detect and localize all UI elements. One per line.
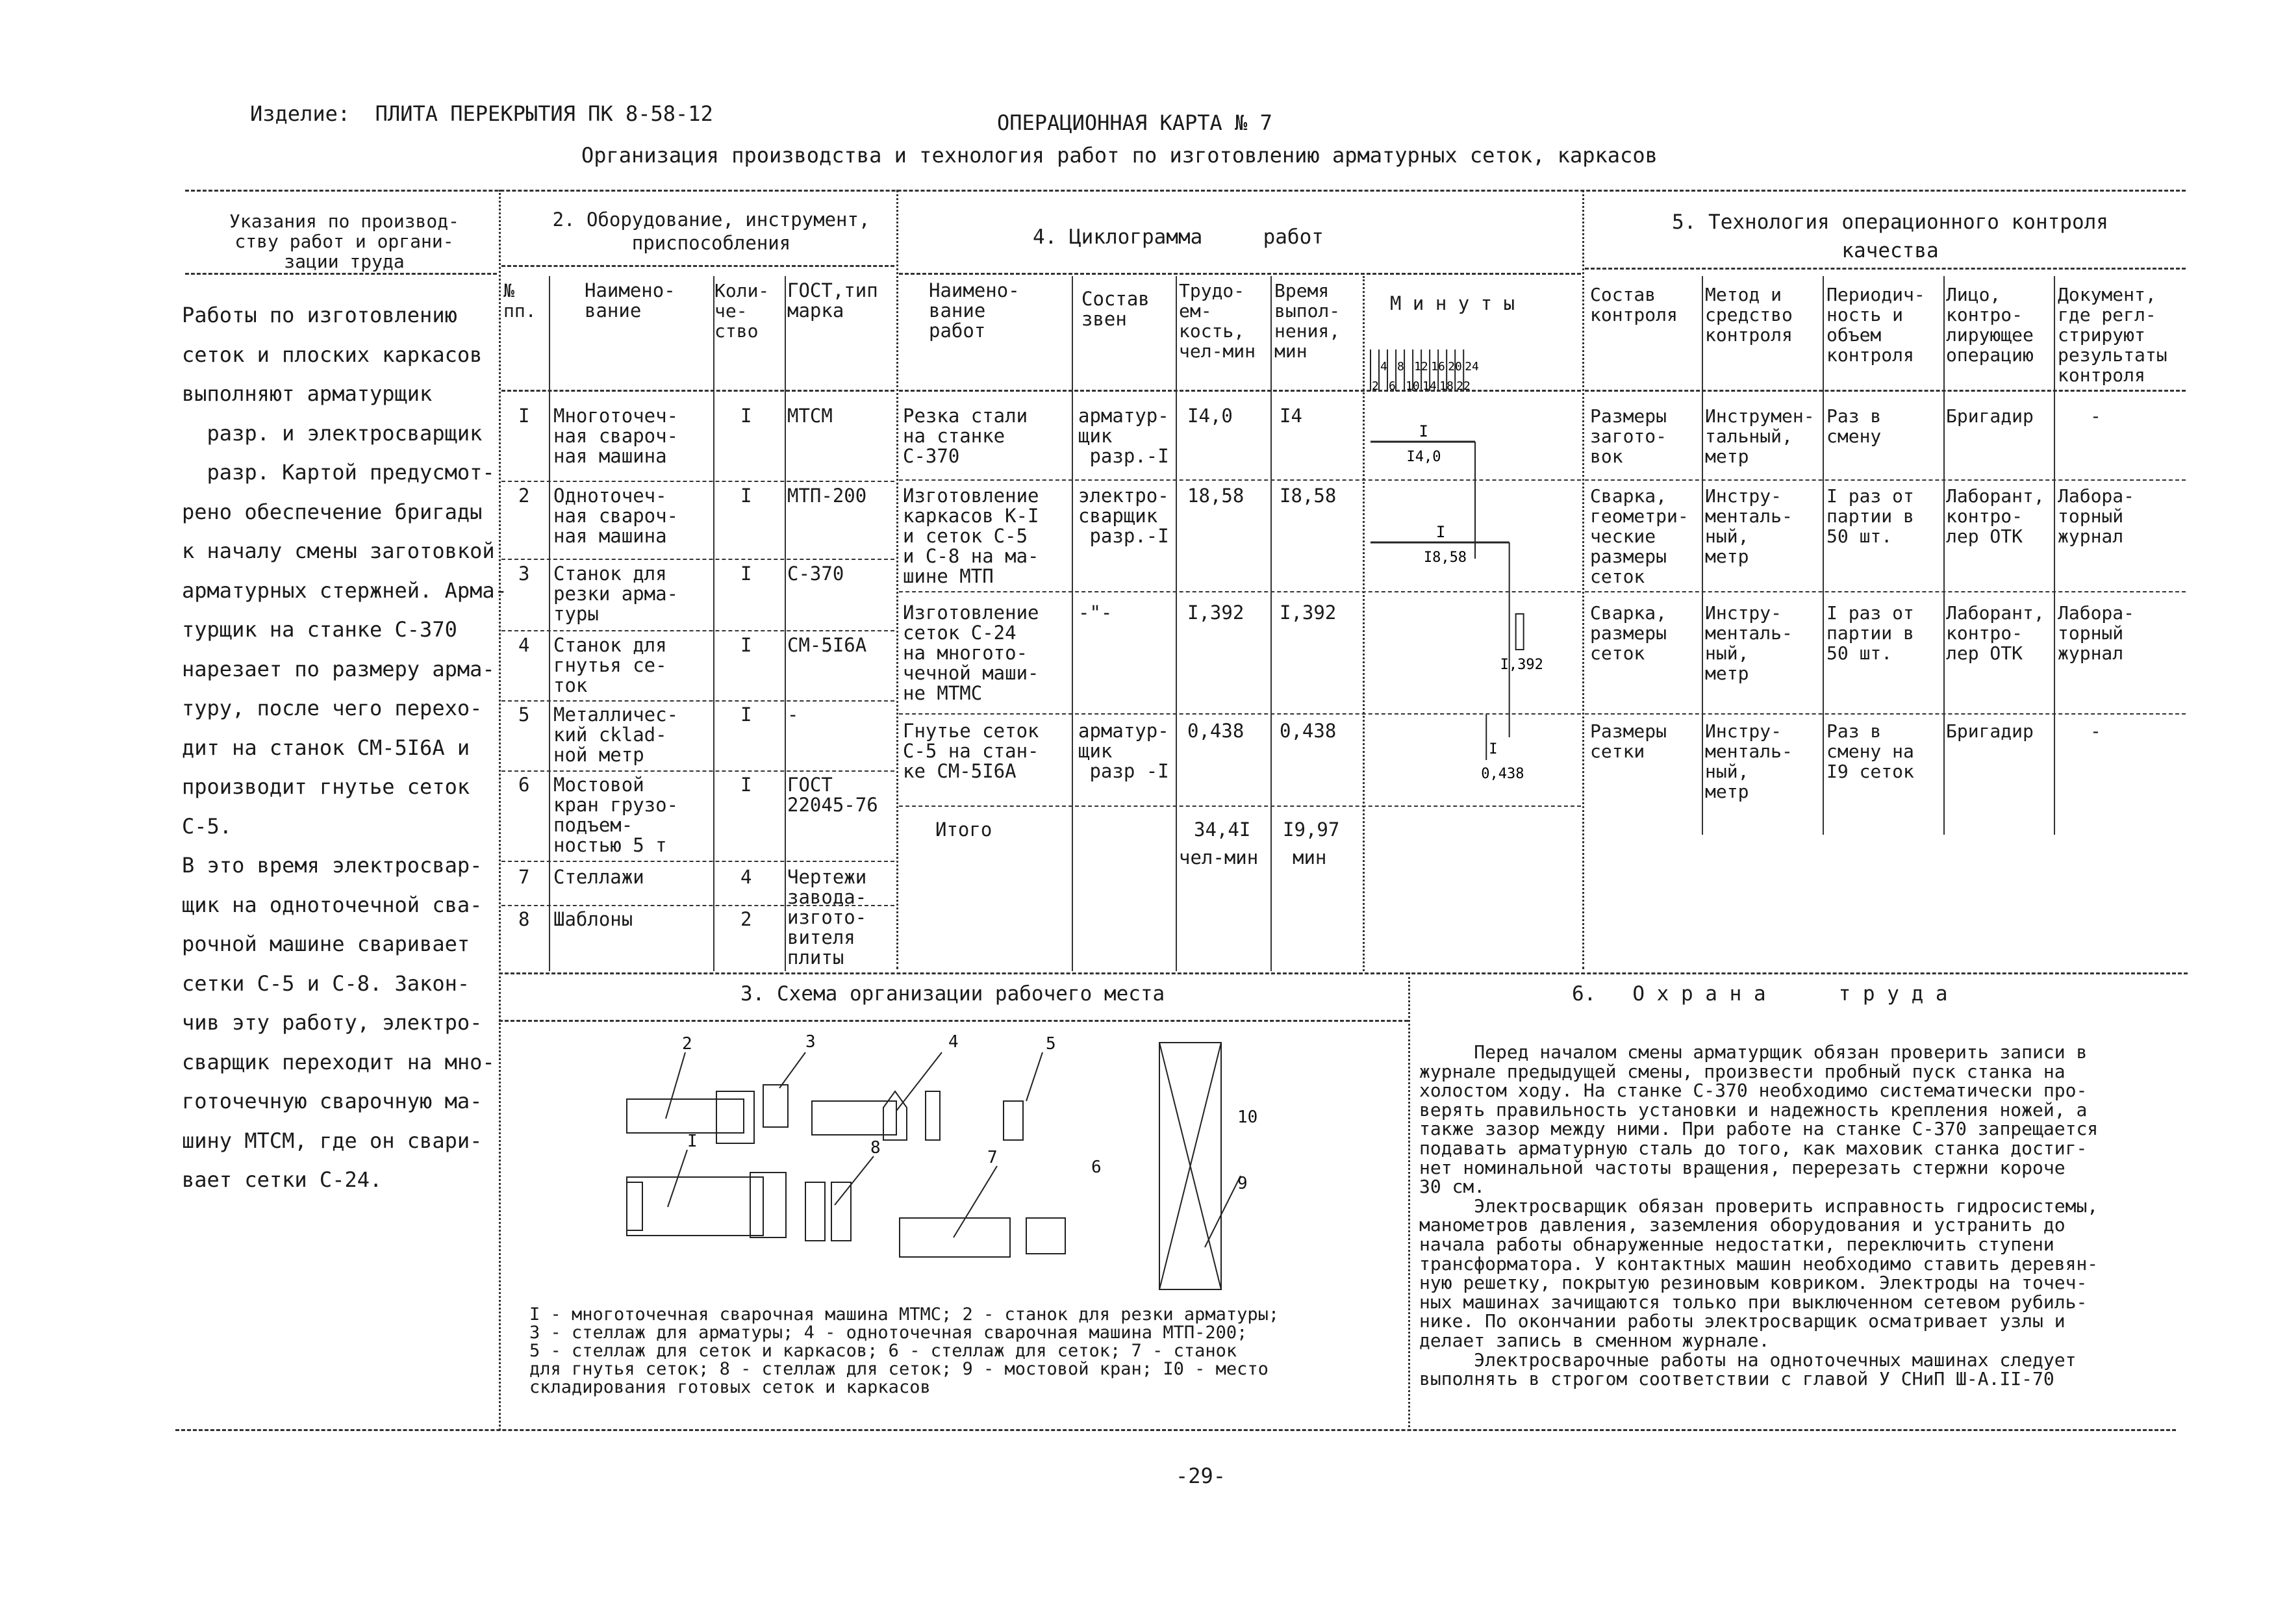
- equipment-name: Многоточеч- ная свароч- ная машина: [553, 405, 679, 467]
- section5-title: 5. Технология операционного контроля качества: [1672, 210, 2108, 262]
- scheme-label: 7: [987, 1148, 998, 1167]
- qc-cell: Сварка, размеры сеток: [1590, 602, 1667, 664]
- cyclogram-time: I,392: [1280, 602, 1337, 624]
- card-subtitle: Организация производства и технология работ по изготовлению арматурных сеток, каркасов: [581, 143, 1658, 168]
- cyclogram-work: Гнутье сеток С-5 на стан- ке СМ-5I6А: [903, 720, 1039, 782]
- cyclogram-col-crew: Состав звен: [1081, 288, 1150, 330]
- qc-cell: Инстру- менталь- ный, метр: [1705, 720, 1793, 802]
- minute-tick-label: 14: [1422, 379, 1437, 393]
- equipment-qty: I: [740, 634, 752, 656]
- equipment-qty: I: [740, 405, 752, 427]
- qc-cell: Инстру- менталь- ный, метр: [1705, 602, 1793, 684]
- cyclogram-bar-label: 0,438: [1481, 766, 1524, 782]
- equipment-gost: МТСМ: [787, 405, 833, 427]
- section6-title: 6. О х р а н а т р у д а: [1572, 982, 1948, 1006]
- equipment-no: 6: [518, 774, 530, 796]
- equipment-gost: МТП-200: [787, 485, 867, 507]
- cyclogram-col-time: Время выпол- нения, мин: [1274, 280, 1341, 362]
- equipment-name: Одноточеч- ная свароч- ная машина: [553, 485, 679, 547]
- cyclogram-total-labor-unit: чел-мин: [1179, 846, 1259, 869]
- cyclogram-bar-label: I,392: [1500, 657, 1543, 673]
- minute-tick-label: 4: [1380, 360, 1387, 374]
- equipment-gost: -: [787, 704, 799, 726]
- equipment-gost: ГОСТ 22045-76: [787, 774, 878, 816]
- equipment-qty: I: [740, 774, 752, 796]
- equipment-qty: I: [740, 704, 752, 726]
- scheme-label: 3: [805, 1032, 816, 1052]
- equipment-qty: I: [740, 485, 752, 507]
- minute-tick-label: 16: [1431, 360, 1445, 374]
- qc-cell: Лабора- торный журнал: [2058, 485, 2135, 547]
- equipment-qty: 4: [740, 866, 752, 888]
- cyclogram-work: Изготовление сеток С-24 на многото- чечной маши- не МТМС: [903, 602, 1039, 704]
- equipment-no: 3: [518, 563, 530, 585]
- equipment-gost: С-370: [787, 563, 844, 585]
- equipment-name: Станок для гнутья се- ток: [553, 634, 667, 696]
- cyclogram-work: Изготовление каркасов К-I и сеток С-5 и С-8 на ма- шине МТП: [903, 485, 1039, 587]
- cyclogram-labor: I4,0: [1187, 405, 1233, 427]
- cyclogram-crew: -"-: [1078, 602, 1113, 624]
- scheme-label: 4: [948, 1032, 959, 1052]
- qc-cell: Лаборант, контро- лер ОТК: [1946, 485, 2045, 547]
- minute-tick-label: 2: [1372, 379, 1379, 393]
- equipment-no: 4: [518, 634, 530, 656]
- qc-cell: I раз от партии в 50 шт.: [1826, 602, 1914, 664]
- cyclogram-time: I4: [1280, 405, 1302, 427]
- minute-tick-label: 12: [1414, 360, 1428, 374]
- product-title: Изделие: ПЛИТА ПЕРЕКРЫТИЯ ПК 8-58-12: [250, 101, 713, 126]
- workplace-scheme: [598, 1026, 1312, 1299]
- cyclogram-crew: электро- сварщик разр.-I: [1078, 485, 1169, 547]
- qc-cell: I раз от партии в 50 шт.: [1826, 485, 1914, 547]
- minute-tick-label: 8: [1397, 360, 1404, 374]
- qc-col-header: Состав контроля: [1590, 284, 1678, 325]
- section1-body: Работы по изготовлению сеток и плоских каркасов выполняют арматурщик разр. и электросварщик разр. Картой предусмот- рено обеспечение бригады к началу смены заготовкой арматурных стержней. Арма- турщик на станке С-370 нарезает по размеру арма- туру, после чего перехо- дит на станок СМ-5I6А и производит гнутье сеток С-5. В это время электросвар- щик на одноточечной сва- рочной машине сваривает сетки С-5 и С-8. Закон- чив эту работу, электро- сварщик переходит на мно- готочечную сварочную ма- шину МТСМ, где он свари- вает сетки С-24.: [182, 303, 507, 1192]
- equipment-name: Металличес- кий сklad- ной метр: [553, 704, 679, 766]
- cyclogram-labor: 18,58: [1187, 485, 1245, 507]
- minute-tick-label: 10: [1406, 379, 1420, 393]
- cyclogram-work: Резка стали на станке С-370: [903, 405, 1028, 467]
- qc-cell: Инструмен- тальный, метр: [1705, 405, 1815, 467]
- equipment-name: Мостовой кран грузо- подъем- ностью 5 т: [553, 774, 679, 856]
- qc-col-header: Документ, где регл- стрируют результаты контроля: [2058, 284, 2167, 386]
- scheme-label: 2: [682, 1034, 692, 1054]
- cyclogram-time: 0,438: [1280, 720, 1337, 742]
- qc-cell: Раз в смену: [1826, 405, 1882, 447]
- equipment-no: 8: [518, 908, 530, 930]
- cyclogram-col-labor: Трудо- ем- кость, чел-мин: [1179, 280, 1256, 362]
- qc-col-header: Периодич- ность и объем контроля: [1826, 284, 1925, 366]
- qc-cell: Бригадир: [1946, 720, 2034, 742]
- equipment-col-qty: Коли- че- ство: [714, 280, 770, 342]
- equipment-no: 5: [518, 704, 530, 726]
- equipment-col-gost: ГОСТ,тип марка: [787, 279, 878, 322]
- cyclogram-chart: [1363, 325, 1584, 831]
- scheme-legend: I - многоточечная сварочная машина МТМС; 2 - станок для резки арматуры; 3 - стеллаж для арматуры; 4 - одноточечная сварочная машина МТП-200; 5 - стеллаж для сеток и каркасов; 6 - стеллаж для сеток; 7 - станок для гнутья сеток; 8 - стеллаж для сеток; 9 - мостовой кран; I0 - место складирования готовых сеток и каркасов: [529, 1304, 1280, 1397]
- cyclogram-total-labor: 34,4I: [1194, 818, 1251, 841]
- equipment-gost: СМ-5I6А: [787, 634, 867, 656]
- section2-title: 2. Оборудование, инструмент, приспособления: [552, 209, 870, 254]
- cyclogram-col-work: Наимено- вание работ: [929, 279, 1020, 342]
- equipment-gost: Чертежи завода- изгото- вителя плиты: [787, 866, 867, 969]
- cyclogram-total-label: Итого: [935, 818, 992, 841]
- minute-tick-label: 6: [1389, 379, 1396, 393]
- scheme-cutting-machine: [627, 1099, 744, 1133]
- qc-cell: Инстру- менталь- ный, метр: [1705, 485, 1793, 567]
- cyclogram-bar-label: I8,58: [1423, 550, 1467, 566]
- cyclogram-labor: 0,438: [1187, 720, 1245, 742]
- equipment-qty: 2: [740, 908, 752, 930]
- page-number: -29-: [1176, 1464, 1226, 1488]
- scheme-label: 10: [1237, 1108, 1258, 1127]
- minute-tick-label: 22: [1456, 379, 1471, 393]
- equipment-no: 7: [518, 866, 530, 888]
- qc-cell: -: [2090, 720, 2101, 742]
- equipment-name: Станок для резки арма- туры: [553, 563, 679, 625]
- section1-title: Указания по производ- ству работ и органи- зации труда: [229, 210, 459, 272]
- qc-cell: Лабора- торный журнал: [2058, 602, 2135, 664]
- cyclogram-bar-num: I: [1489, 741, 1498, 757]
- cyclogram-bar-num: I: [1435, 523, 1446, 541]
- equipment-qty: I: [740, 563, 752, 585]
- equipment-name: Шаблоны: [553, 908, 633, 930]
- cyclogram-time: I8,58: [1280, 485, 1337, 507]
- scheme-label: 6: [1091, 1158, 1102, 1177]
- cyclogram-labor: I,392: [1187, 602, 1245, 624]
- qc-cell: Лаборант, контро- лер ОТК: [1946, 602, 2045, 664]
- card-title: ОПЕРАЦИОННАЯ КАРТА № 7: [997, 110, 1272, 135]
- safety-text: Перед началом смены арматурщик обязан проверить записи в журнале предыдущей смены, произвести пробный пуск станка на холостом ходу. На станке С-370 необходимо систематически про- верять правильность установки и надежность крепления ножей, а также зазор между ними. При работе на станке С-370 запрещается подавать арматурную сталь до того, как маховик станка достиг- нет номинальной частоты вращения, перерезать стержни короче 30 см. Электросварщик обязан проверить исправность гидросистемы, манометров давления, заземления оборудования и устранить до начала работы обнаруженные недостатки, переключить ступени трансформатора. У контактных машин необходимо ставить деревян- ную решетку, покрытую резиновым ковриком. Электроды на точеч- ных машинах зачищаются только при выключенном сетевом рубиль- нике. По окончании работы электросварщик осматривает узлы и делает запись в сменном журнале. Электросварочные работы на одноточечных машинах следует выполнять в строгом соответствии с главой У СНиП Ш-А.II-70: [1419, 1041, 2099, 1390]
- cyclogram-bar: [1516, 614, 1524, 650]
- qc-cell: Размеры загото- вок: [1590, 405, 1667, 467]
- minute-tick-label: 24: [1465, 360, 1479, 374]
- equipment-col-no: № пп.: [503, 280, 537, 322]
- cyclogram-col-minutes: М и н у т ы: [1390, 292, 1515, 314]
- section3-title: 3. Схема организации рабочего места: [740, 982, 1165, 1006]
- scheme-label: 8: [870, 1138, 881, 1158]
- cyclogram-crew: арматур- щик разр -I: [1078, 720, 1169, 782]
- qc-col-header: Метод и средство контроля: [1705, 284, 1793, 346]
- qc-cell: -: [2090, 405, 2101, 427]
- minute-tick-label: 18: [1439, 379, 1454, 393]
- scheme-label: 9: [1237, 1174, 1248, 1193]
- qc-cell: Сварка, геометри- ческие размеры сеток: [1590, 485, 1689, 587]
- cyclogram-total-time-unit: мин: [1293, 846, 1327, 869]
- cyclogram-bar-label: I4,0: [1406, 449, 1441, 465]
- equipment-no: I: [518, 405, 530, 427]
- equipment-no: 2: [518, 485, 530, 507]
- scheme-welder-head: [883, 1091, 907, 1140]
- scheme-label: I: [687, 1132, 698, 1151]
- cyclogram-bar-num: I: [1419, 422, 1428, 440]
- cyclogram-total-time: I9,97: [1283, 818, 1340, 841]
- qc-cell: Размеры сетки: [1590, 720, 1667, 762]
- qc-cell: Раз в смену на I9 сеток: [1826, 720, 1914, 782]
- qc-cell: Бригадир: [1946, 405, 2034, 427]
- equipment-col-name: Наимено- вание: [585, 279, 676, 322]
- equipment-name: Стеллажи: [553, 866, 644, 888]
- scheme-label: 5: [1046, 1034, 1056, 1054]
- minute-tick-label: 20: [1448, 360, 1462, 374]
- section4-title: 4. Циклограмма работ: [1033, 225, 1324, 249]
- cyclogram-crew: арматур- щик разр.-I: [1078, 405, 1169, 467]
- qc-col-header: Лицо, контро- лирующее операцию: [1946, 284, 2034, 366]
